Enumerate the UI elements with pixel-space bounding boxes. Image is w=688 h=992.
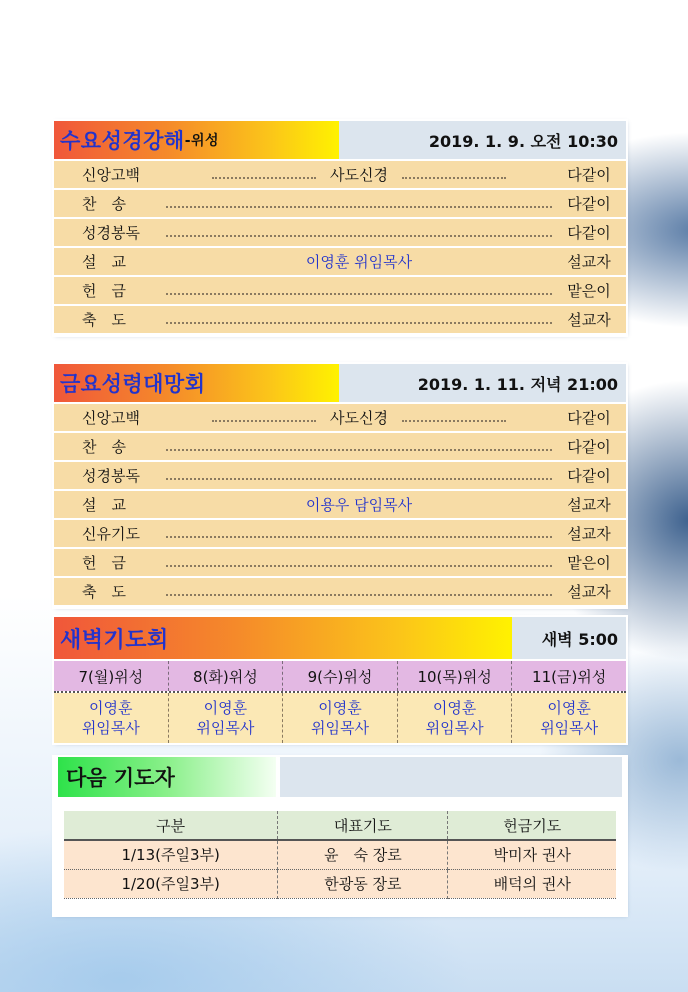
- next-prayer-title: 다음 기도자: [58, 757, 276, 797]
- table-cell: 배덕의 권사: [448, 869, 616, 898]
- dawn-day-row: [54, 661, 626, 691]
- order-assignee: 다같이: [567, 409, 611, 427]
- wednesday-service-section: [54, 121, 626, 335]
- table-header-row: [64, 811, 616, 840]
- next-prayer-header: [54, 757, 626, 797]
- next-prayer-section: [54, 757, 626, 915]
- table-cell: 박미자 권사: [448, 840, 616, 869]
- speaker-role: 위임목사: [196, 719, 255, 737]
- column-header: 헌금기도: [448, 811, 616, 840]
- table-cell: 한광동 장로: [278, 869, 448, 898]
- order-middle: 사도신경: [166, 407, 552, 428]
- order-row: [54, 491, 626, 518]
- speaker-cell: [398, 693, 513, 743]
- speaker-role: 위임목사: [540, 719, 599, 737]
- speaker-role: 위임목사: [81, 719, 140, 737]
- order-row: [54, 161, 626, 188]
- order-row: [54, 520, 626, 547]
- order-label: 찬 송: [82, 195, 126, 213]
- order-row: [54, 433, 626, 460]
- speaker-name: 이영훈: [547, 699, 591, 717]
- speaker-cell: [512, 693, 626, 743]
- wednesday-header: [54, 121, 626, 159]
- order-label: 설 교: [82, 253, 126, 271]
- order-row: [54, 578, 626, 605]
- order-row: [54, 248, 626, 275]
- order-row: [54, 549, 626, 576]
- order-middle: 사도신경: [166, 164, 552, 185]
- order-label: 헌 금: [82, 554, 126, 572]
- preacher-name: 이영훈 위임목사: [305, 253, 413, 271]
- order-assignee: 다같이: [567, 438, 611, 456]
- order-leader-dots: [166, 443, 552, 451]
- table-cell: 윤 숙 장로: [278, 840, 448, 869]
- dawn-speaker-row: [54, 691, 626, 743]
- day-cell: 11(금)위성: [512, 661, 626, 691]
- dawn-title: 새벽기도회: [54, 617, 512, 659]
- order-label: 신앙고백: [82, 166, 140, 184]
- speaker-name: 이영훈: [318, 699, 362, 717]
- dawn-time: 새벽 5:00: [512, 617, 626, 659]
- order-leader-dots: [166, 287, 552, 295]
- order-leader-dots: [166, 530, 552, 538]
- column-header: 대표기도: [278, 811, 448, 840]
- order-middle: [166, 494, 552, 515]
- order-assignee: 설교자: [567, 525, 611, 543]
- order-row: [54, 219, 626, 246]
- order-label: 축 도: [82, 311, 126, 329]
- day-cell: 9(수)위성: [283, 661, 398, 691]
- order-assignee: 다같이: [567, 195, 611, 213]
- order-label: 신앙고백: [82, 409, 140, 427]
- friday-title: 금요성령대망회: [54, 364, 339, 402]
- table-row: [64, 840, 616, 869]
- table-cell: 1/13(주일3부): [64, 840, 278, 869]
- day-cell: 10(목)위성: [398, 661, 513, 691]
- wednesday-datetime: 2019. 1. 9. 오전 10:30: [339, 121, 626, 159]
- order-leader-dots: [166, 559, 552, 567]
- order-label: 헌 금: [82, 282, 126, 300]
- order-label: 신유기도: [82, 525, 140, 543]
- wednesday-title-suffix: -위성: [184, 133, 220, 149]
- order-label: 성경봉독: [82, 467, 140, 485]
- order-leader-dots: [166, 200, 552, 208]
- order-label: 찬 송: [82, 438, 126, 456]
- speaker-role: 위임목사: [311, 719, 369, 737]
- order-assignee: 설교자: [567, 253, 611, 271]
- order-assignee: 설교자: [567, 311, 611, 329]
- order-leader-dots: [166, 472, 552, 480]
- order-row: [54, 190, 626, 217]
- speaker-name: 이영훈: [432, 699, 477, 717]
- dawn-prayer-section: [54, 617, 626, 743]
- speaker-cell: [283, 693, 398, 743]
- preacher-name: 이용우 담임목사: [305, 496, 413, 514]
- table-row: [64, 869, 616, 898]
- speaker-cell: [169, 693, 284, 743]
- table-cell: 1/20(주일3부): [64, 869, 278, 898]
- friday-service-section: [54, 364, 626, 607]
- speaker-name: 이영훈: [203, 699, 248, 717]
- column-header: 구분: [64, 811, 278, 840]
- order-assignee: 맡은이: [567, 282, 611, 300]
- friday-header: [54, 364, 626, 402]
- wednesday-title: [54, 121, 339, 159]
- order-row: [54, 306, 626, 333]
- order-row: [54, 404, 626, 431]
- order-assignee: 다같이: [567, 467, 611, 485]
- order-leader-dots: [166, 316, 552, 324]
- order-assignee: 맡은이: [567, 554, 611, 572]
- next-prayer-header-blank: [280, 757, 622, 797]
- speaker-name: 이영훈: [89, 699, 133, 717]
- order-label: 설 교: [82, 496, 126, 514]
- wednesday-title-text: 수요성경강해: [60, 129, 185, 153]
- order-assignee: 다같이: [567, 166, 611, 184]
- order-middle: [166, 251, 552, 272]
- speaker-cell: [54, 693, 169, 743]
- order-row: [54, 462, 626, 489]
- order-assignee: 설교자: [567, 583, 611, 601]
- next-prayer-table: [64, 811, 616, 899]
- dawn-header: [54, 617, 626, 659]
- order-label: 성경봉독: [82, 224, 140, 242]
- day-cell: 7(월)위성: [54, 661, 169, 691]
- order-leader-dots: [166, 588, 552, 596]
- order-leader-dots: [166, 229, 552, 237]
- order-assignee: 설교자: [567, 496, 611, 514]
- order-row: [54, 277, 626, 304]
- day-cell: 8(화)위성: [169, 661, 284, 691]
- speaker-role: 위임목사: [425, 719, 484, 737]
- order-assignee: 다같이: [567, 224, 611, 242]
- order-label: 축 도: [82, 583, 126, 601]
- friday-datetime: 2019. 1. 11. 저녁 21:00: [339, 364, 626, 402]
